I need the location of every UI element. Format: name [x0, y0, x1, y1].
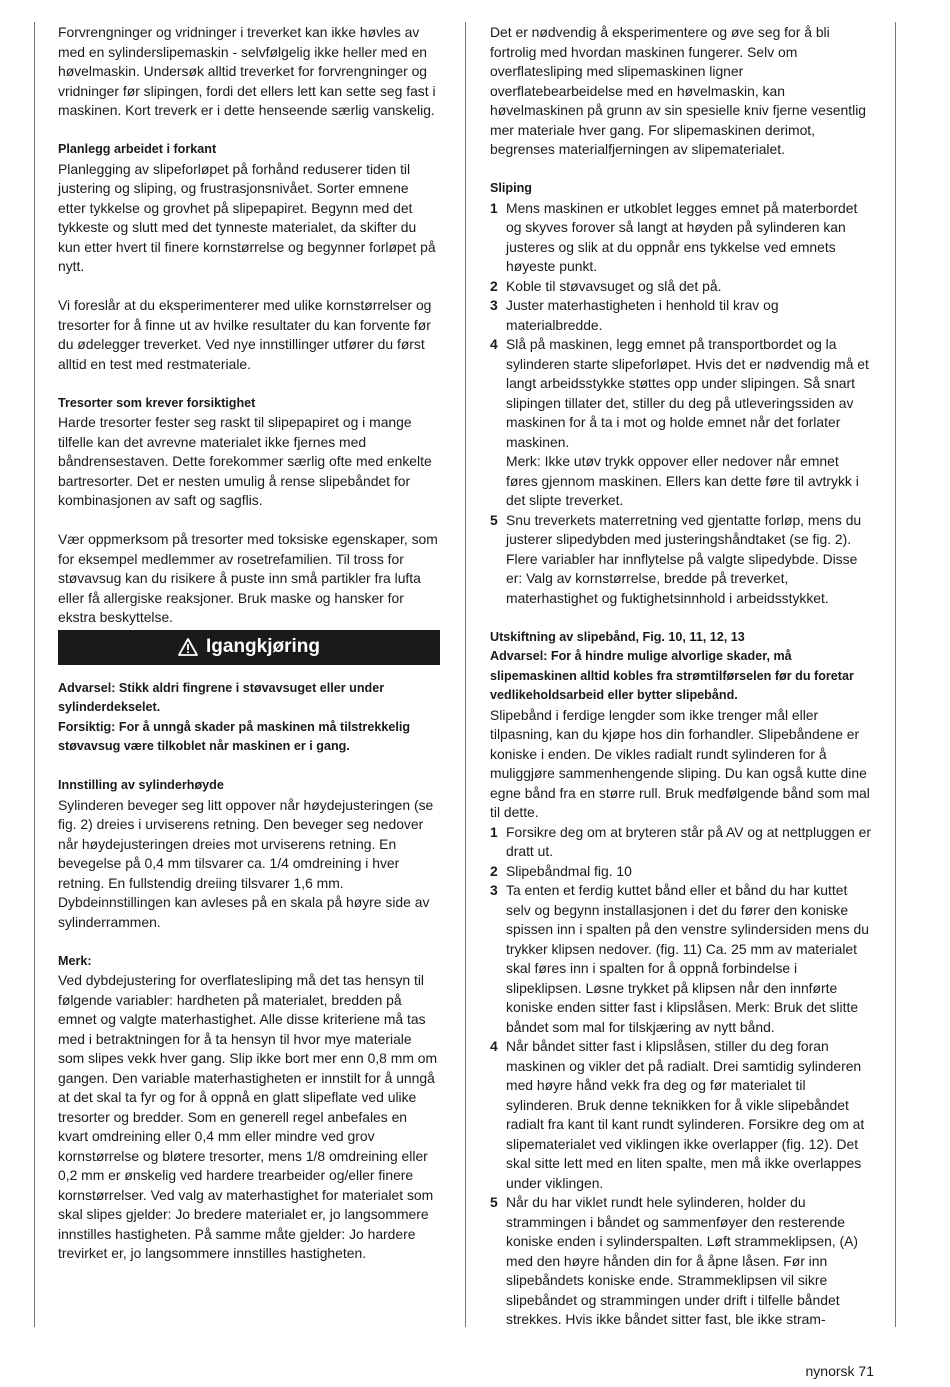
list-item: 3 Juster materhastigheten i henhold til krav og materialbredde.	[490, 297, 779, 333]
experiment-paragraph: Vi foreslår at du eksperimenterer med ulike kornstørrelser og tresorter for å finne ut av hvilke resultater du kan forvente før du ødelegger treverket. Ved nye innstillinger utfører du først alltid en test med restmateriale.	[58, 297, 432, 372]
note-heading: Merk:	[58, 953, 92, 968]
replace-paragraph: Slipebånd i ferdige lengder som ikke trenger mål eller tilpasning, kan du kjøpe hos din forhandler. Slipebåndene er koniske i enden. De vikles radialt rundt sylinderen for å muliggjøre sammenhengende sliping. Du kan også kutte dine egne bånd fra en større rull. Bruk medfølgende bånd som mal til dette.	[490, 706, 870, 820]
sanding-steps	[490, 199, 872, 609]
list-item: 4 Slå på maskinen, legg emnet på transportbordet og la sylinderen starte slipeforløpet. Hvis det er nødvendig må et langt arbeidsstykke støttes opp under slipingen. Så snart slipingen tillater det, stiller du deg på utleveringssiden av maskinen for å ta i mot og holde emnet når det forlater maskinen. Merk: Ikke utøv trykk oppover eller nedover når emnet føres gjennom maskinen. Ellers kan dette føre til avtrykk i det slipte treverket.	[490, 335, 872, 511]
replace-steps	[490, 823, 872, 1330]
step-note: Merk: Ikke utøv trykk oppover eller nedover når emnet føres gjennom maskinen. Ellers kan dette føre til avtrykk i det slipte treverket.	[506, 453, 859, 508]
plan-heading: Planlegg arbeidet i forkant	[58, 142, 217, 156]
plan-paragraph: Planlegging av slipeforløpet på forhånd reduserer tiden til justering og sliping, og frustrasjonsnivået. Sorter emnene etter tykkelse og grovhet på slipepapiret. Begynn med det tykkeste og slutt med det tynneste materialet, da skifter du kun etter hvert til finere kornstørrelse og begynner forløpet på nytt.	[58, 160, 436, 274]
left-margin-rule	[34, 22, 35, 1327]
section-banner	[58, 630, 440, 665]
list-item: 5 Når du har viklet rundt hele sylinderen, holder du strammingen i båndet og sammenføyer den resterende koniske enden i sylinderspalten. Løft strammeklipsen, (A) med den høyre hånden din for å åpne låsen. Før inn slipebåndets koniske ende. Strammeklipsen vil sikre slipebåndet og strammingen under drift i tilfelle båndet strekkes. Hvis ikke båndet sitter fast, ble ikke stram-	[490, 1194, 859, 1327]
list-item: 5 Snu treverkets materretning ved gjentatte forløp, mens du justerer slipedybden med justeringshåndtaket (se fig. 2). Flere variabler har innflytelse på valgte slipedybde. Disse er: Valg av kornstørrelse, bredde på treverket, materhastighet og fuktighetsinnhold i arbeidsstykket.	[490, 511, 862, 606]
column-divider-rule	[465, 22, 466, 1327]
list-item: 1 Forsikre deg om at bryteren står på AV og at nettpluggen er dratt ut.	[490, 823, 871, 859]
list-item: 2 Slipebåndmal fig. 10	[490, 862, 632, 879]
replace-heading: Utskiftning av slipebånd, Fig. 10, 11, 12, 13	[490, 629, 745, 644]
list-item: 1 Mens maskinen er utkoblet legges emnet på materbordet og skyves forover så langt at høyden på sylinderen kan justeres og slik at du oppnår ens tykkelse ved emnets høyeste punkt.	[490, 199, 858, 274]
banner-title: Igangkjøring	[206, 636, 320, 658]
woods-paragraph: Harde tresorter fester seg raskt til slipepapiret og i mange tilfelle kan det avrevne materialet ikke fjernes med båndrensestaven. Dette forekommer særlig ofte med enkelte bartresorter. Det er nesten umulig å rense slipebåndet for kombinasjonen av saft og sagflis.	[58, 414, 432, 508]
toxic-paragraph: Vær oppmerksom på tresorter med toksiske egenskaper, som for eksempel medlemmer av rosetrefamilien. Til tross for støvavsug kan du risikere å puste inn små partikler fra lufta eller få allergiske reaksjoner. Bruk maske og hansker for ekstra beskyttelse.	[58, 531, 438, 625]
list-item: 3 Ta enten et ferdig kuttet bånd eller et bånd du har kuttet selv og begynn installasjonen i det du fører den koniske spissen inn i spalten på den venstre sylindersiden mens du trykker klipsen nedover. (fig. 11) Ca. 25 mm av materialet skal føres inn i spalten for å oppnå forbindelse i slipeklipsen. Løsne trykket på klipsen når den innførte koniske enden sitter fast i klipslåsen. Merk: Bruk det slitte båndet som mal for tilskjæring av nytt bånd.	[490, 882, 869, 1035]
height-heading: Innstilling av sylinderhøyde	[58, 778, 224, 792]
height-paragraph: Sylinderen beveger seg litt oppover når høydejusteringen (se fig. 2) dreies i urviserens retning. Den beveger seg nedover når høydejusteringen dreies mot urviserens retning. En bevegelse på 0,4 mm tilsvarer ca. 1/4 omdreining i hver retning. En fullstendig dreiing tilsvarer 1,6 mm. Dybdeinnstillingen kan avleses på en skala på høyre side av sylinderrammen.	[58, 796, 434, 930]
list-item: 4 Når båndet sitter fast i klipslåsen, stiller du deg foran maskinen og vikler det på radialt. Drei samtidig sylinderen med høyre hånd vekk fra deg og før materialet til sylinderen. Bruk denne teknikken for å vikle slipebåndet radialt fra kant til kant rundt sylinderen. Forsikre deg om at slipematerialet ved viklingen ikke overlapper (fig. 12). Det skal sitte lett med en liten spalte, men må ikke overlappes under viklingen.	[490, 1038, 865, 1191]
warning-fingers: Advarsel: Stikk aldri fingrene i støvavsuget eller under sylinderdekselet.	[58, 680, 385, 714]
practice-paragraph: Det er nødvendig å eksperimentere og øve seg for å bli fortrolig med hvordan maskinen fungerer. Selv om overflatesliping med slipemaskinen ligner overflatebearbeidelse med en høvelmaskin, kan høvelmaskinen på grunn av sin spesielle kniv fjerne vesentlig mer materiale hver gang. For slipemaskinen derimot, begrenses materialfjerningen av slipematerialet.	[490, 24, 867, 157]
right-column	[490, 23, 872, 1330]
distortion-paragraph: Forvrengninger og vridninger i treverket kan ikke høvles av med en sylinderslipemaskin - selvfølgelig ikke heller med en høvelmaskin. Undersøk alltid treverket for forvrengninger og vridninger før slipingen, fordi det ellers lett kan sette seg fast i maskinen. Kort treverk er i dette henseende særlig vanskelig.	[58, 24, 436, 118]
list-item: 2 Koble til støvavsuget og slå det på.	[490, 277, 722, 294]
note-paragraph: Ved dybdejustering for overflatesliping må det tas hensyn til følgende variabler: hardheten på materialet, bredden på emnet og valgte materhastighet. Alle disse kriteriene må tas med i betraktningen for å ta hensyn til hvor mye materiale som slipes vekk hver gang. Slip ikke bort mer enn 0,8 mm om gangen. Den variable materhastigheten er innstilt for å unngå at det skal ta fyr og for å oppnå en glatt slipeflate ved ulike tresorter og bredder. Som en generell regel anbefales en kvart omdreining eller 0,4 mm eller mindre ved grov kornstørrelse og bløtere tresorter, mens 1/8 omdreining eller 0,2 mm er ønskelig ved hardere trearbeider og/eller finere kornstørrelser. Ved valg av materhastighet for materialet som skal slipes gjelder: Jo bredere materialet er, jo langsommere innstilles hastigheten. På samme måte gjelder: Jo hardere trevirket er, jo langsommere innstilles hastigheten.	[58, 972, 438, 1261]
warning-triangle-icon	[178, 638, 198, 656]
left-column	[58, 23, 440, 1264]
sanding-heading: Sliping	[490, 181, 532, 195]
caution-dust: Forsiktig: For å unngå skader på maskinen må tilstrekkelig støvavsug være tilkoblet når maskinen er i gang.	[58, 719, 411, 753]
woods-heading: Tresorter som krever forsiktighet	[58, 395, 256, 410]
right-margin-rule	[895, 22, 896, 1327]
page-footer: nynorsk 71	[805, 1363, 874, 1379]
replace-warning: Advarsel: For å hindre mulige alvorlige skader, må slipemaskinen alltid kobles fra strømtilførselen før du foretar vedlikeholdsarbeid eller bytter slipebånd.	[490, 649, 854, 702]
